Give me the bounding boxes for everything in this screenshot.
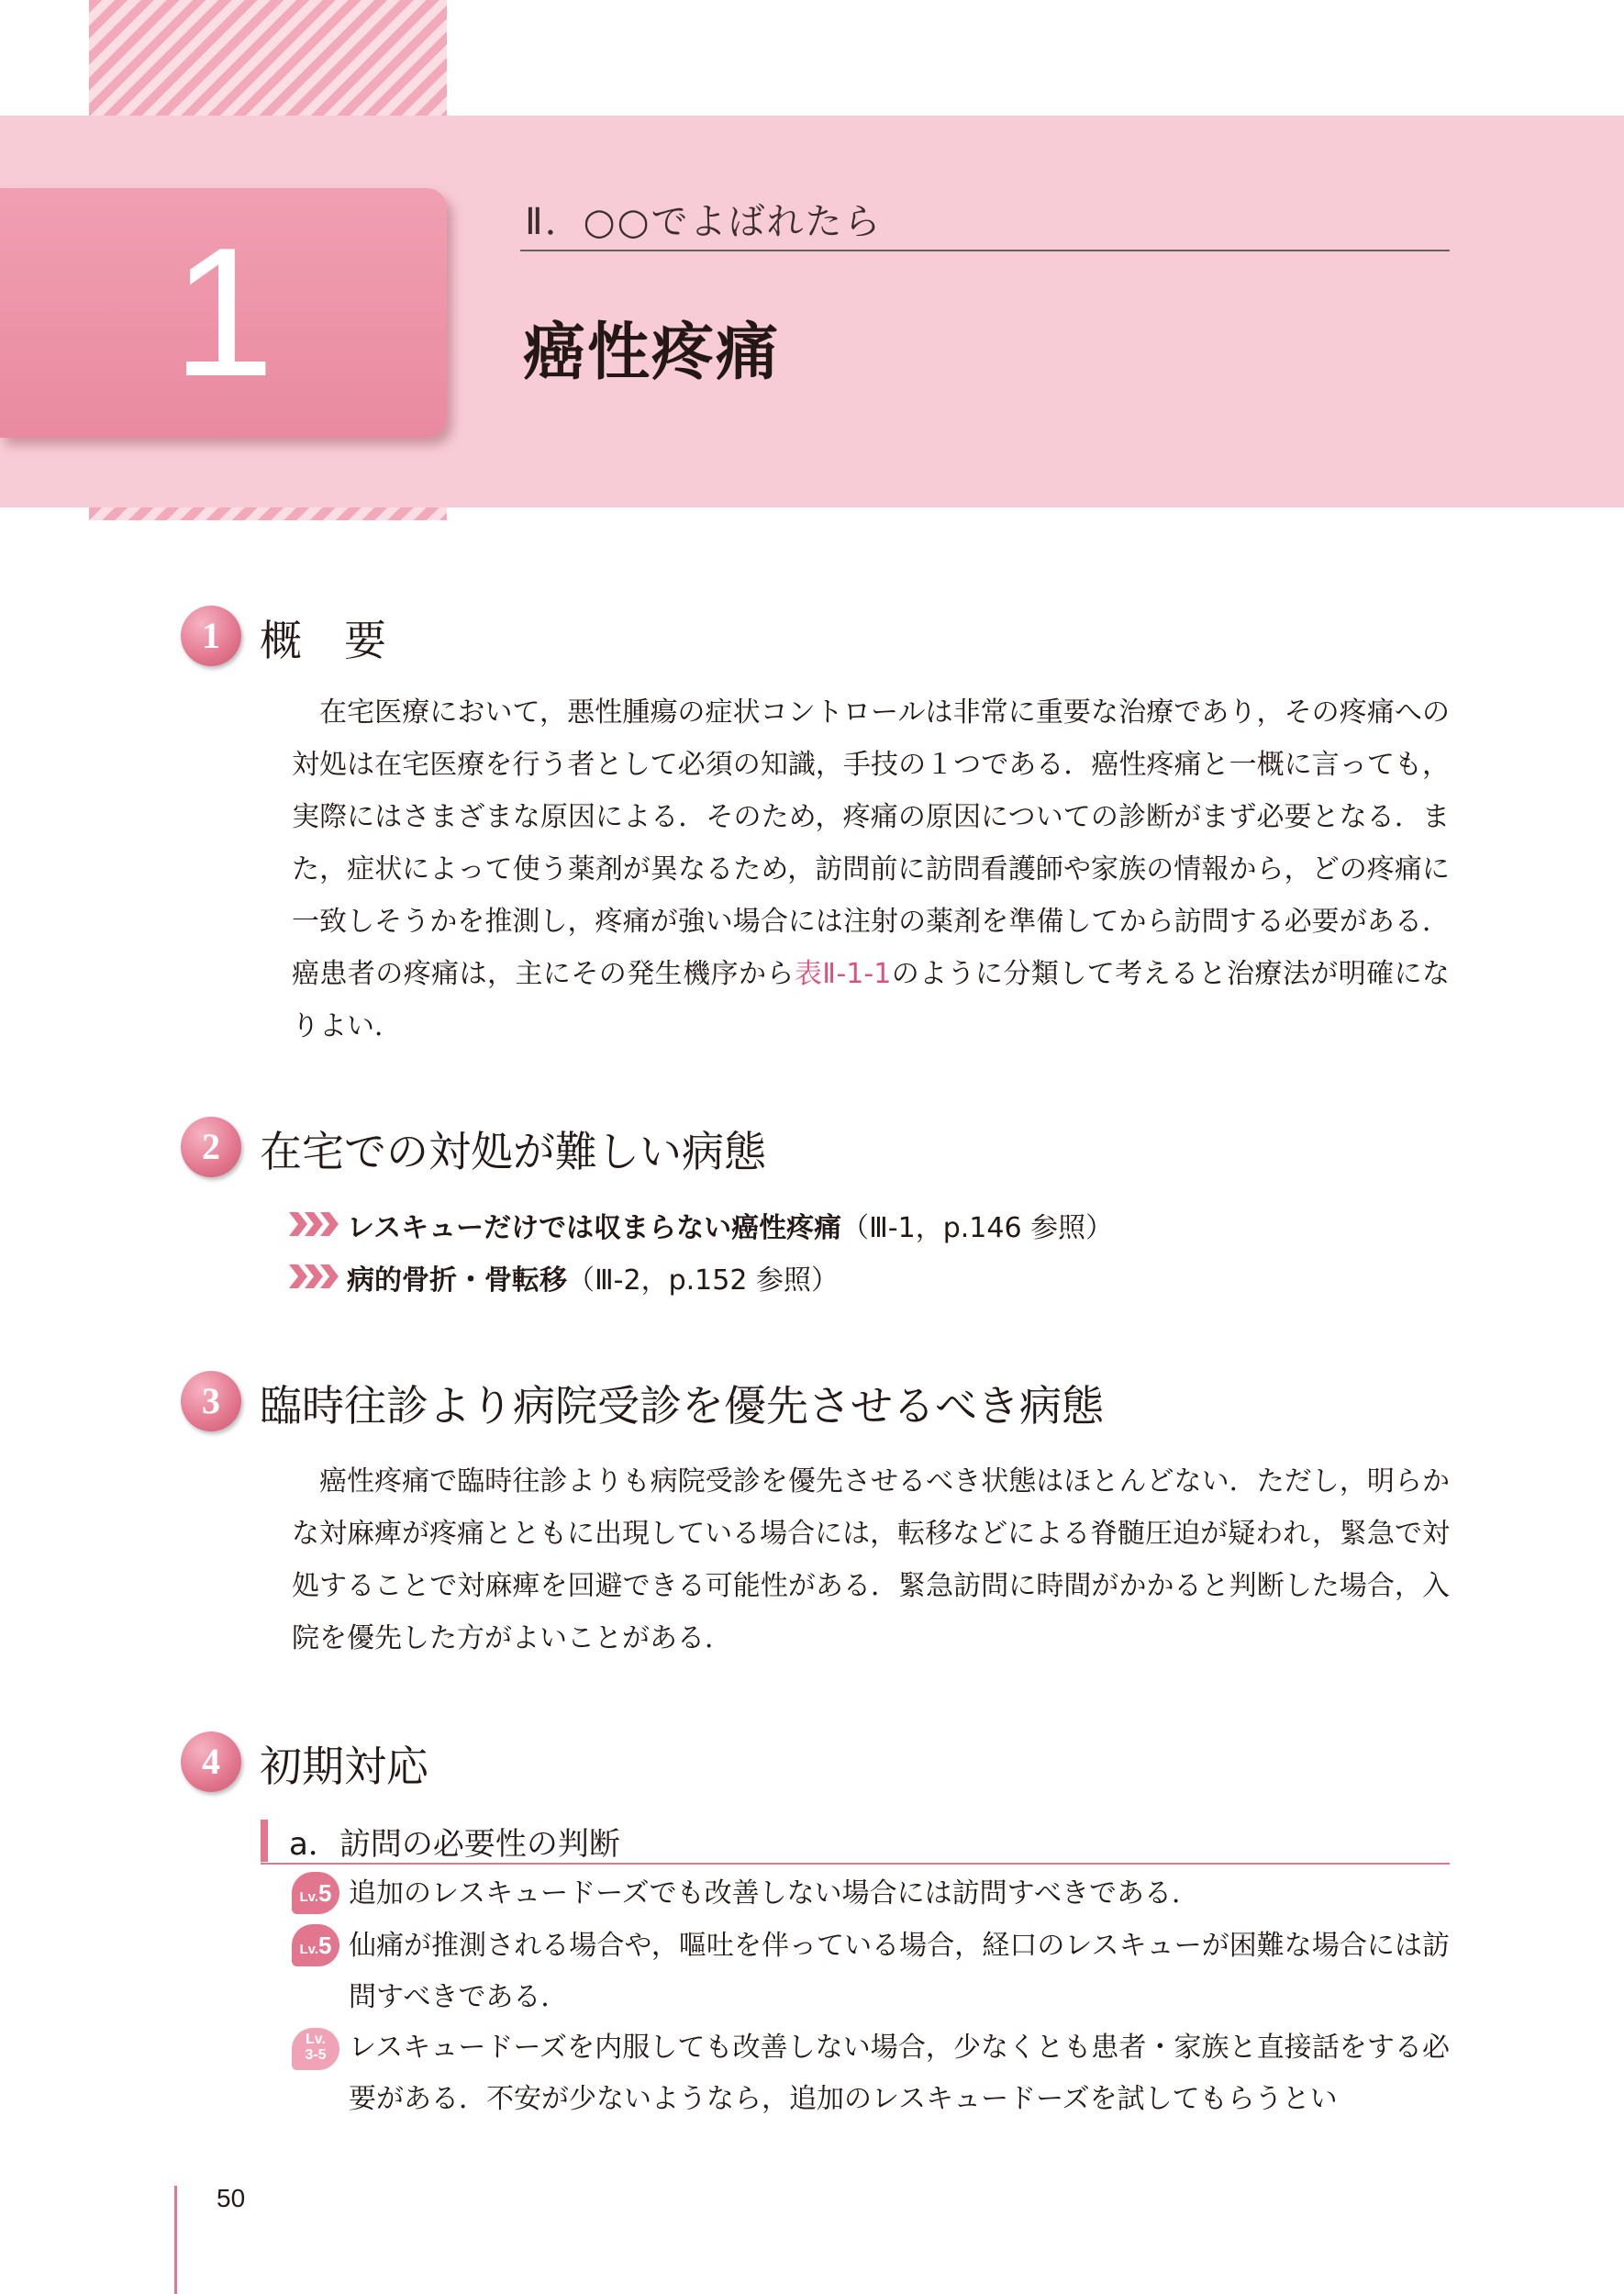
subsection-divider (261, 1863, 1450, 1865)
page-number: 50 (217, 2184, 246, 2212)
section-title: 在宅での対処が難しい病態 (260, 1127, 766, 1176)
list-item (347, 1205, 1113, 1245)
section-body (292, 686, 1450, 1052)
section-title: 概 要 (260, 616, 386, 665)
chapter-number: 1 (172, 210, 275, 415)
section-number-badge: 1 (181, 606, 241, 666)
evidence-level-badge: Lv.5 (292, 1872, 339, 1914)
body-text: 在宅医療において，悪性腫瘍の症状コントロールは非常に重要な治療であり，その疼痛への対処は在宅医療を行う者として必須の知識，手技の１つである．癌性疼痛と一概に言っても，実際にはさまざまな原因による．そのため，疼痛の原因についての診断がまず必要となる．また，症状によって使う薬剤が異なるため，訪問前に訪問看護師や家族の情報から，どの疼痛に一致しそうかを推測し，疼痛が強い場合には注射の薬剤を準備してから訪問する必要がある．癌患者の疼痛は，主にその発生機序から (292, 696, 1450, 990)
section-title: 初期対応 (260, 1742, 428, 1791)
part-divider (520, 250, 1450, 251)
bullet-reference: （Ⅲ-1，p.146 参照） (841, 1212, 1114, 1244)
part-label: Ⅱ．○○でよばれたら (525, 201, 883, 243)
section-number-badge: 2 (181, 1117, 241, 1177)
subsection-marker (261, 1820, 268, 1862)
chevron-right-icon (289, 1212, 339, 1236)
chevron-right-icon (289, 1264, 339, 1288)
section-body: 癌性疼痛で臨時往診よりも病院受診を優先させるべき状態はほとんどない．ただし，明らかな対麻痺が疼痛とともに出現している場合には，転移などによる脊髄圧迫が疑われ，緊急で対処することで対麻痺を回避できる可能性がある．緊急訪問に時間がかかると判断した場合，入院を優先した方がよいことがある． (292, 1465, 1450, 1654)
evidence-level-badge: Lv.5 (292, 1924, 339, 1966)
list-item: レスキュードーズを内服しても改善しない場合，少なくとも患者・家族と直接話をする必要がある．不安が少ないようなら，追加のレスキュードーズを試してもらうとい (349, 2032, 1450, 2115)
section-title: 臨時往診より病院受診を優先させるべき病態 (260, 1381, 1104, 1431)
list-item: 仙痛が推測される場合や，嘔吐を伴っている場合，経口のレスキューが困難な場合には訪問すべきである． (349, 1930, 1450, 2013)
list-item (347, 1257, 839, 1297)
bullet-bold-text: 病的骨折・骨転移 (347, 1264, 567, 1297)
section-number-badge: 3 (181, 1371, 241, 1431)
section-number-badge: 4 (181, 1732, 241, 1792)
evidence-level-badge: Lv. 3-5 (292, 2028, 339, 2070)
chapter-title: 癌性疼痛 (523, 317, 781, 389)
list-item: 追加のレスキュードーズでも改善しない場合には訪問すべきである． (349, 1877, 1199, 1910)
body-text: のように分類して考えると治療法が明確になりよい． (292, 958, 1451, 1042)
header-stripe-bottom (89, 507, 447, 520)
bullet-reference: （Ⅲ-2，p.152 参照） (567, 1264, 839, 1297)
table-reference-link[interactable]: 表Ⅱ-1-1 (794, 958, 892, 990)
footer-rule (174, 2186, 177, 2294)
header-stripe-top (89, 0, 447, 116)
subsection-title: a．訪問の必要性の判断 (289, 1826, 620, 1863)
bullet-bold-text: レスキューだけでは収まらない癌性疼痛 (347, 1212, 842, 1244)
